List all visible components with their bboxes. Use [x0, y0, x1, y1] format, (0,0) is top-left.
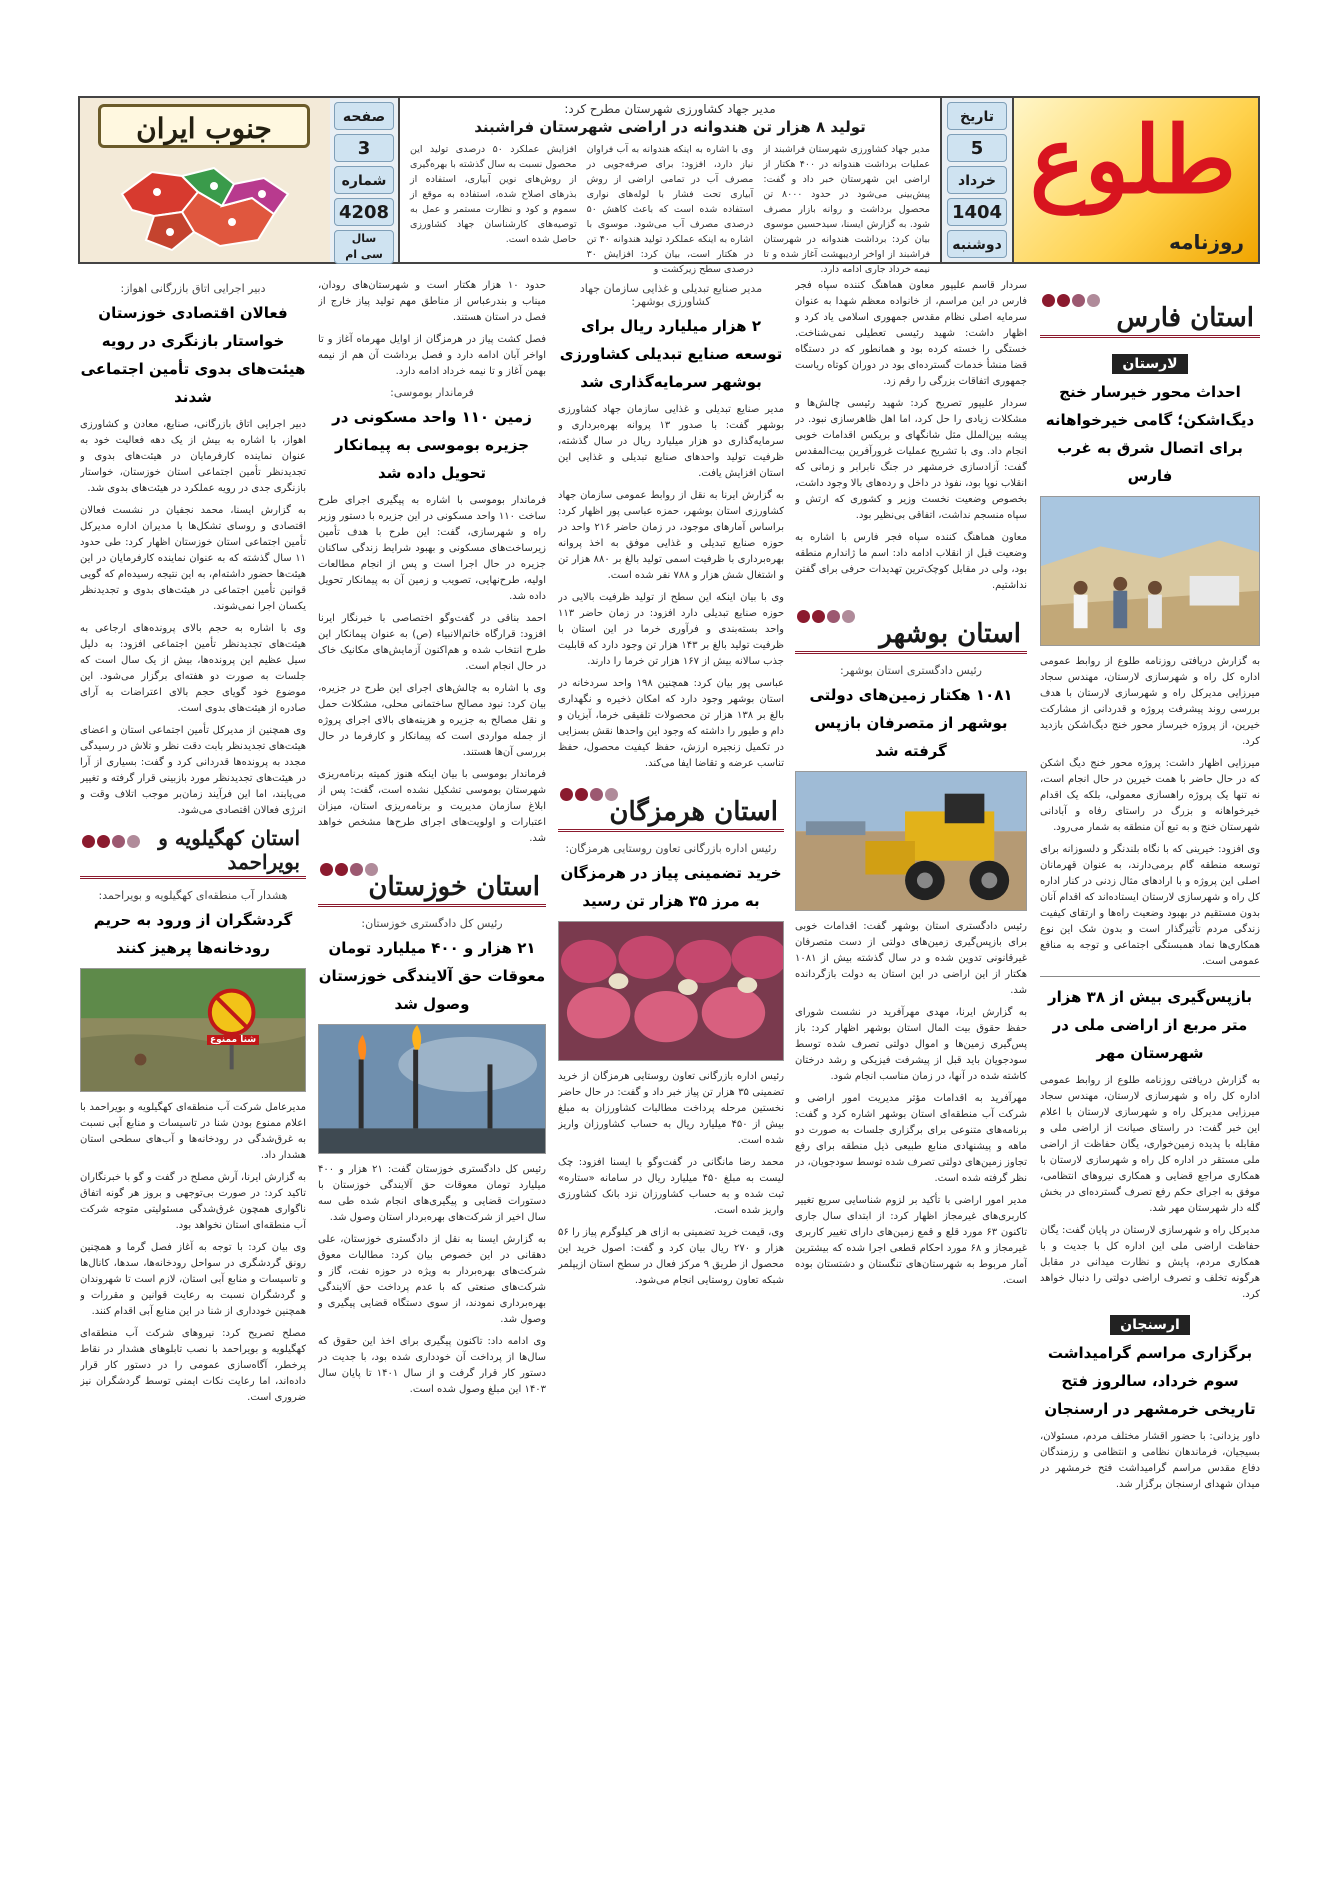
logo-word: طلوع: [1029, 106, 1236, 214]
lead-headline: تولید ۸ هزار تن هندوانه در اراضی شهرستان فراشبند: [474, 118, 866, 136]
masthead: [78, 96, 1260, 275]
paragraph: مدیرکل راه و شهرسازی لارستان در پایان گفت: یگان حفاظت اراضی ملی این اداره کل با جدیت و با همکاری مردم، پایش و نظارت میدانی در مقابل هرگونه تخلف و تصرف اراضی دولتی را دنبال خواهد کرد.: [1040, 1225, 1260, 1300]
headline: ۲ هزار میلیارد ریال برای توسعه صنایع تبدیلی کشاورزی بوشهر سرمایه‌گذاری شد: [559, 317, 783, 391]
onion-sacks-photo: [558, 921, 784, 1061]
paragraph: به گزارش ایسنا، محمد نجفیان در نشست فعالان اقتصادی و روسای تشکل‌ها با مدیران اداره مدیرکل تأمین اجتماعی استان خوزستان اظهار کرد: طی حدود ۱۱ سال گذشته که به عنوان نماینده کارفرمایان در این هیئت‌ها حضور داشته‌ام، به این نتیجه رسیده‌ام که گویی قوانین تأمین اجتماعی در هیئت‌های بدوی و تجدیدنظر یکسان اجرا نمی‌شوند.: [80, 505, 306, 612]
headline: گردشگران از ورود به حریم رودخانه‌ها پرهیز کنند: [93, 911, 293, 957]
column-khuzestan: [318, 278, 546, 1838]
section-header: [795, 604, 1027, 654]
sign-text: شنا ممنوع: [207, 1035, 259, 1045]
date-weekday: دوشنبه: [947, 230, 1007, 258]
paragraph: به گزارش ایرنا به نقل از روابط عمومی سازمان جهاد کشاورزی استان بوشهر، حمزه عباسی پور اظهار کرد: براساس آمارهای موجود، در زمان حاضر ۲۱۶ واحد در حوزه صنایع تبدیلی و غذایی موفق به اخذ پروانه بهره‌برداری با ظرفیت اسمی تولید بالغ بر ۸۸۰ هزار تن و اشتغال شش هزار و ۷۸۸ نفر شده است.: [558, 490, 784, 581]
column-fars: [1040, 278, 1260, 1838]
kicker: رئیس اداره بازرگانی تعاون روستایی هرمزگان:: [565, 842, 777, 855]
paragraph: وی همچنین از مدیرکل تأمین اجتماعی استان و اعضای هیئت‌های تجدیدنظر بابت دقت نظر و تلاش در رسیدگی مجدد به پرونده‌ها قدردانی کرد و گفت: بسیاری از آرا در هیئت‌های تجدیدنظر مورد بازبینی قرار گرفته و تغییر می‌یابند، اما این فرآیند زمان‌بر موجب اتلاف وقت و انرژی فعالان اقتصادی می‌شود.: [80, 725, 306, 816]
bulldozer-photo: [795, 771, 1027, 911]
date-day: 5: [947, 134, 1007, 162]
section-header: [1040, 288, 1260, 338]
paragraph: سردار علیپور تصریح کرد: شهید رئیسی چالش‌ها و مشکلات زیادی را حل کرد، اما اهل ظاهرسازی نبود. در پیشه بین‌الملل مثل شانگهای و بریکس اقدامات خوبی انجام داد. وی با تشریح عملیات غرورآفرین بیت‌المقدس گفت: آزادسازی خرمشهر در جنگ نابرابر و زمانی که انقلاب نوپا بود، نفوذ در داخل و رده‌های بالا وجود داشت، بخصوص وضعیت نخست وزیر و کشوری که ارتش و سپاه منسجم نداشت، اتفاقی بی‌نظیر بود.: [795, 398, 1027, 521]
southern-iran-map-icon: [102, 154, 308, 260]
paragraph: عباسی پور بیان کرد: همچنین ۱۹۸ واحد سردخانه در استان بوشهر وجود دارد که امکان ذخیره و نگهداری بالغ بر ۱۳۸ هزار تن محصولات تلفیقی خرما، آبزیان و دام و طیور را داشته که وجود این واحدها نقش بسزایی در تکمیل زنجیره ارزش، حفظ کیفیت محصول، حفظ تناسب عرضه و تقاضا ایفا می‌کند.: [558, 678, 784, 769]
kicker: مدیر صنایع تبدیلی و غذایی سازمان جهاد کشاورزی بوشهر:: [579, 282, 763, 308]
logo-subtitle: روزنامه: [1169, 230, 1244, 254]
section-title: استان فارس: [1116, 303, 1254, 333]
paragraph: به گزارش ایرنا، مهدی مهرآفرید در نشست شورای حفظ حقوق بیت المال استان بوشهر اظهار کرد: باز پس‌گیری زمین‌ها و اموال دولتی تصرف شده توسط سودجویان باید قبل از پیشرفت فیزیکی و رشد درختان کاشته شده در آنها، در زمان مناسب انجام شود.: [795, 1007, 1027, 1082]
lead-paragraph: وی با اشاره به اینکه هندوانه به آب فراوان نیاز دارد، افزود: برای صرفه‌جویی در مصرف آب در تمامی اراضی از روش آبیاری تحت فشار با لوله‌های نواری استفاده شده است که باعث کاهش ۵۰ درصدی مصرف آب می‌شود. موسوی با اشاره به اینکه عملکرد تولید هندوانه ۴۰ تن در هکتار است، بیان کرد: افزایش ۳۰ درصدی سطح زیرکشت و: [586, 144, 754, 275]
paragraph: مدیر امور اراضی با تأکید بر لزوم شناسایی سریع تغییر کاربری‌های غیرمجاز اظهار کرد: از ابتدای سال جاری تاکنون ۶۳ مورد قلع و قمع زمین‌های دارای تغییر کاربری غیرمجاز و ۶۸ مورد احکام قطعی اجرا شده که بیشترین آمار مربوط به شهرستان‌های تنگستان و دشتستان بوده است.: [795, 1195, 1027, 1286]
date-month: خرداد: [947, 166, 1007, 194]
paragraph: دبیر اجرایی اتاق بازرگانی، صنایع، معادن و کشاورزی اهواز، با اشاره به بیش از یک دهه فعالیت خود به عنوان نماینده کارفرمایان در هیئت‌های بدوی و تجدیدنظر تأمین اجتماعی استان خوزستان، خواستار بازنگری جدی در رویه عملکرد در هیئت‌های بدوی شد.: [80, 419, 306, 494]
headline: ۲۱ هزار و ۴۰۰ میلیارد تومان معوقات حق آلایندگی خوزستان وصول شد: [318, 939, 546, 1013]
headline: فعالان اقتصادی خوزستان خواستار بازنگری در رویه هیئت‌های بدوی تأمین اجتماعی شدند: [80, 304, 306, 406]
paragraph: وی، قیمت خرید تضمینی به ازای هر کیلوگرم پیاز را ۵۶ هزار و ۲۷۰ ریال بیان کرد و گفت: اصول خرید این محصول از طریق ۹ مرکز فعال در سطح استان ازیپلمر شبکه تعاون روستایی انجام می‌شود.: [558, 1227, 784, 1286]
kicker: هشدار آب منطقه‌ای کهگیلویه و بویراحمد:: [98, 889, 288, 902]
paragraph: مهرآفرید به اقدامات مؤثر مدیریت امور اراضی و شرکت آب منطقه‌ای استان بوشهر اشاره کرد و گفت: برنامه‌های متنوعی برای برگزاری جلسات به صورت دو ماهه و پیشنهادی منابع طبیعی ذیل منطقه برای رفع تجاوز زمین‌های دولتی تصرف شده توسط سودجویان، در نظر گرفته شده است.: [795, 1093, 1027, 1184]
headline: احداث محور خیرسار خنج دیگ‌اشکن؛ گامی خیرخواهانه برای اتصال شرق به غرب فارس: [1045, 383, 1255, 485]
kicker: رئیس کل دادگستری خوزستان:: [361, 917, 503, 930]
paragraph: وی ادامه داد: تاکنون پیگیری برای اخذ این حقوق که سال‌ها از پرداخت آن خودداری شده بود، با جدیت در دستور کار قرار گرفت و از سال ۱۴۰۱ تا پایان سال ۱۴۰۳ این مبلغ وصول شده است.: [318, 1336, 546, 1395]
paragraph: احمد بناقی در گفت‌وگو اختصاصی با خبرنگار ایرنا افزود: قرارگاه خاتم‌الانبیاء (ص) به عنوان پیمانکار این طرح انتخاب شده و هم‌اکنون آزمایش‌های مکانیک خاک در حال انجام است.: [318, 613, 546, 672]
kicker: فرماندار بوموسی:: [390, 386, 474, 399]
lead-kicker: مدیر جهاد کشاورزی شهرستان مطرح کرد:: [564, 102, 776, 116]
city-tag: ارسنجان: [1110, 1315, 1190, 1335]
paragraph: به گزارش ایسنا به نقل از دادگستری خوزستان، علی دهقانی در این خصوص بیان کرد: مطالبات معوق شرکت‌های بهره‌بردار به ویژه در حوزه نفت، گاز و شرکت‌های صنعتی که با عدم پرداخت حق آلایندگی بهره‌برداری نمودند، از سوی دستگاه قضایی پیگیری و وصول شد.: [318, 1234, 546, 1325]
section-header: [80, 826, 306, 879]
paragraph: فرماندار بوموسی با اشاره به پیگیری اجرای طرح ساخت ۱۱۰ واحد مسکونی در این جزیره با دستور وزیر راه و شهرسازی، گفت: این طرح با هدف تأمین زیرساخت‌های مسکونی و بهبود شرایط زندگی ساکنان جزیره در حال اجرا است و پس از انجام مطالعات اولیه، طرح‌نهایی، تصویب و زمین آن به پیمانکار تحویل داده شد.: [318, 495, 546, 602]
paragraph: وی بیان کرد: با توجه به آغاز فصل گرما و همچنین رونق گردشگری در سواحل رودخانه‌ها، سدها، کانال‌ها و تاسیسات و منابع آبی استان، لازم است تا شهروندان و گردشگران نسبت به رعایت قوانین و مقررات و همچنین خودداری از شنا در این منابع آبی اقدام کنند.: [80, 1242, 306, 1317]
page-label: صفحه: [334, 102, 394, 130]
date-panel: [940, 98, 1012, 262]
kicker: دبیر اجرایی اتاق بازرگانی اهواز:: [120, 282, 266, 295]
column-hormozgan: [558, 278, 784, 1838]
paragraph: میرزایی اظهار داشت: پروژه محور خنج دیگ اشکن که در حال حاضر با همت خیرین در حال انجام است، نه تنها یک پروژه راهسازی معمولی، بلکه یک اقدام خیرخواهانه و بزرگ در راستای رفاه و آبادانی شهرستان خنج و به تبع آن منطقه به شمار می‌رود.: [1040, 758, 1260, 833]
date-label: تاریخ: [947, 102, 1007, 130]
volume-label: سال: [351, 232, 377, 245]
paragraph: وی با اشاره به چالش‌های اجرای این طرح در جزیره، بیان کرد: نبود مصالح ساختمانی محلی، مشکلات حمل و نقل مصالح به جزیره و هزینه‌های بالای اجرای پروژه از جمله مواردی است که پیمانکار و کارفرما در حال بررسی آن‌ها هستند.: [318, 683, 546, 758]
paragraph: داور یزدانی: با حضور اقشار مختلف مردم، مسئولان، بسیجیان، فرماندهان نظامی و انتظامی و رزمندگان دفاع مقدس مراسم گرامیداشت فتح خرمشهر در میدان شهدای ارسنجان برگزار شد.: [1040, 1431, 1260, 1490]
issue-label: شماره: [334, 166, 394, 194]
headline: برگزاری مراسم گرامیداشت سوم خرداد، سالروز فتح تاریخی خرمشهر در ارسنجان: [1044, 1344, 1256, 1418]
gas-flare-photo: [318, 1024, 546, 1154]
issue-number: 4208: [334, 198, 394, 226]
paragraph: وی با اشاره به حجم بالای پرونده‌های ارجاعی به هیئت‌های تجدیدنظر تأمین اجتماعی افزود: به دلیل سیل عظیم این پرونده‌ها، بیش از یک سال است که جلسات به صورت دو هفته‌ای برگزار می‌شود. این موضوع خود گویای حجم بالای اعتراضات به آرای صادره از هیئت‌های بدوی است.: [80, 623, 306, 714]
paragraph: مدیرعامل شرکت آب منطقه‌ای کهگیلویه و بویراحمد با اعلام ممنوع بودن شنا در تاسیسات و منابع آبی نسبت به غرق‌شدگی در رودخانه‌ها و آب‌های سطحی استان هشدار داد.: [80, 1102, 306, 1161]
paragraph: رئیس اداره بازرگانی تعاون روستایی هرمزگان از خرید تضمینی ۳۵ هزار تن پیاز خبر داد و گفت: در حال حاضر نخستین مرحله پرداخت مطالبات کشاورزان به مبلغ بیش از ۴۵۰ میلیارد ریال به حساب کشاورزان واریز شده است.: [558, 1071, 784, 1146]
paragraph: به گزارش دریافتی روزنامه طلوع از روابط عمومی اداره کل راه و شهرسازی لارستان، مهندس سجاد میرزایی مدیرکل راه و شهرسازی لارستان با اعلام این خبر گفت: در راستای صیانت از اراضی ملی و مقابله با پدیده زمین‌خواری، یگان حفاظت از اراضی ملی مستقر در اداره کل راه و شهرسازی لارستان با همکاری مراجع قضایی و همکاری نیروهای انتظامی، موفق به اجرای حکم رفع تصرف گسترده‌ای در بخش گله دار شهرستان مهر شد.: [1040, 1075, 1260, 1214]
column-bushehr: [795, 278, 1027, 1838]
paragraph: مدیر صنایع تبدیلی و غذایی سازمان جهاد کشاورزی بوشهر گفت: با صدور ۱۳ پروانه بهره‌برداری و سرمایه‌گذاری دو هزار میلیارد ریال در سال گذشته، ظرفیت تولید واحدهای صنایع تبدیلی و غذایی این استان افزایش یافت.: [558, 404, 784, 479]
section-title: استان هرمزگان: [609, 797, 778, 827]
newspaper-logo: [1012, 98, 1258, 262]
lead-paragraph: افزایش عملکرد ۵۰ درصدی تولید این محصول نسبت به سال گذشته با بهره‌گیری از روش‌های نوین آبیاری، استفاده از بذرهای اصلاح شده، استفاده به موقع از سموم و کود و نظارت مستمر و عمل به توصیه‌های کارشناسان جهاد کشاورزی حاصل شده است.: [409, 144, 577, 245]
kicker: رئیس دادگستری استان بوشهر:: [840, 664, 982, 677]
volume-value: سی ام: [345, 248, 383, 261]
headline: بازپس‌گیری بیش از ۳۸ هزار متر مربع از اراضی ملی در شهرستان مهر: [1047, 988, 1253, 1062]
paragraph: وی افزود: خیرینی که با نگاه بلندنگر و دلسوزانه برای توسعه منطقه گام برمی‌دارند، به عنوان قهرمانان اصلی این پروژه و با ارادهای مثال زدنی در کنار اداره کل راه و شهرسازی لارستان ایستاده‌اند که اقدام آنان بدون مستقیم در بهبود وضعیت راه‌ها و ارتقای کیفیت زندگی مردم تأثیرگذار است و بدون شک این نوع همکاری‌ها نماد همبستگی اجتماعی و توجه به منافع عمومی است.: [1040, 844, 1260, 967]
paragraph: رئیس کل دادگستری خوزستان گفت: ۲۱ هزار و ۴۰۰ میلیارد تومان معوقات حق آلایندگی خوزستان با دستورات قضایی و پیگیری‌های انجام شده طی سه سال اخیر از شرکت‌های بهره‌بردار استان وصول شد.: [318, 1164, 546, 1223]
section-title: استان بوشهر: [879, 619, 1021, 649]
paragraph: به گزارش دریافتی روزنامه طلوع از روابط عمومی اداره کل راه و شهرسازی لارستان، مهندس سجاد میرزایی مدیرکل راه و شهرسازی لارستان با هدف بررسی روند پیشرفت پروژه و قدردانی از مشارکت خیرین، از پروژه خیرساز محور خنج دیگ‌اشکن بازدید کرد.: [1040, 656, 1260, 747]
date-year: 1404: [947, 198, 1007, 226]
region-title: جنوب ایران: [98, 104, 310, 148]
region-banner: [80, 98, 330, 262]
section-header: [558, 782, 784, 832]
road-visit-photo: [1040, 496, 1260, 646]
page-number: 3: [334, 134, 394, 162]
city-tag: لارستان: [1112, 354, 1187, 374]
paragraph: رئیس دادگستری استان بوشهر گفت: اقدامات خوبی برای بازپس‌گیری زمین‌های دولتی از دست متصرفان غیرقانونی تدوین شده و در سال گذشته بیش از ۱۰۸۱ هکتار از این اراضی در این استان به دولت بازگردانده شد.: [795, 921, 1027, 996]
paragraph: محمد رضا مانگانی در گفت‌وگو با ایسنا افزود: چک لیست به مبلغ ۴۵۰ میلیارد ریال در سامانه «ستاره» ثبت شده و به حساب کشاورزان نزد بانک کشاورزی واریز شده است.: [558, 1157, 784, 1216]
paragraph: به گزارش ایرنا، آرش مصلح در گفت و گو با خبرنگاران تاکید کرد: در صورت بی‌توجهی و بروز هر گونه اتفاق ناگواری همچون غرق‌شدگی مسئولیتی متوجه شرکت آب منطقه‌ای استان نخواهد بود.: [80, 1172, 306, 1231]
headline: خرید تضمینی پیاز در هرمزگان به مرز ۳۵ هزار تن رسید: [560, 864, 782, 910]
section-title: استان خوزستان: [368, 872, 540, 902]
headline: زمین ۱۱۰ واحد مسکونی در جزیره بوموسی به پیمانکار تحویل داده شد: [332, 408, 532, 482]
paragraph: فرماندار بوموسی با بیان اینکه هنوز کمیته برنامه‌ریزی شهرستان بوموسی تشکیل نشده است، گفت: پس از ابلاغ سازمان مدیریت و برنامه‌ریزی استان، میزان اعتبارات و اولویت‌های اجرای طرح‌ها مشخص خواهد شد.: [318, 769, 546, 844]
paragraph: وی با بیان اینکه این سطح از تولید ظرفیت بالایی در حوزه صنایع تبدیلی دارد افزود: در زمان حاضر ۱۱۳ واحد بسته‌بندی و فرآوری خرما در این استان با ظرفیت تولید بالغ بر ۱۴۳ هزار تن وجود دارد که قابلیت جذب سالانه بیش از ۱۶۷ هزار تن خرما را دارند.: [558, 592, 784, 667]
volume: [334, 230, 394, 264]
section-header: [318, 857, 546, 907]
section-title: استان کهگیلویه و بویراحمد: [158, 826, 300, 874]
paragraph: معاون هماهنگ کننده سپاه فجر فارس با اشاره به وضعیت قبل از انقلاب ادامه داد: اسم ما ژاندارم منطقه بود، ولی در مقابل کوچک‌ترین تهدیدات حرفی برای گفتن نداشتیم.: [795, 532, 1027, 591]
lead-story: [398, 98, 940, 275]
headline: ۱۰۸۱ هکتار زمین‌های دولتی بوشهر از متصرفان بازپس گرفته شد: [809, 686, 1013, 760]
page-panel: [328, 98, 398, 262]
paragraph: سردار قاسم علیپور معاون هماهنگ کننده سپاه فجر فارس در این مراسم، از خانواده معظم شهدا به عنوان سرمایه اصلی نظام مقدس جمهوری اسلامی یاد کرد و اظهار داشت: شهید رئیسی تعطیلی نمی‌شناخت. خستگی را خسته کرده بود و همانطور که در دستگاه قضا منشأ خدمات گسترده‌ای بود در دوران کوتاه ریاست جمهوری اتفاقات بزرگی را رقم زد.: [795, 280, 1027, 387]
no-swimming-photo: [80, 968, 306, 1092]
paragraph: حدود ۱۰ هزار هکتار است و شهرستان‌های رودان، میناب و بندرعباس از مناطق مهم تولید پیاز خارج از فصل در استان هستند.: [318, 280, 546, 323]
paragraph: مصلح تصریح کرد: نیروهای شرکت آب منطقه‌ای کهگیلویه و بویراحمد با نصب تابلوهای هشدار در نقاط پرخطر، آگاه‌سازی عمومی را در دستور کار قرار داده‌اند، اما رعایت نکات ایمنی توسط گردشگران نیز ضروری است.: [80, 1328, 306, 1403]
paragraph: فصل کشت پیاز در هرمزگان از اوایل مهرماه آغاز و تا اواخر آبان ادامه دارد و فصل برداشت آن هم از نیمه بهمن آغاز و تا نیمه خرداد ادامه دارد.: [318, 334, 546, 377]
lead-paragraph: مدیر جهاد کشاورزی شهرستان فراشبند از عملیات برداشت هندوانه در ۴۰۰ هکتار از اراضی این شهرستان خبر داد و گفت: پیش‌بینی می‌شود در حدود ۸۰۰۰ تن محصول برداشت و روانه بازار مصرف شود. به گزارش ایسنا، سیدحسین موسوی بیان کرد: برداشت هندوانه در شهرستان فراشبند از اواخر اردیبهشت آغاز شده و تا نیمه خرداد جاری ادامه دارد.: [763, 144, 931, 275]
column-kohgiluyeh: [80, 278, 306, 1838]
